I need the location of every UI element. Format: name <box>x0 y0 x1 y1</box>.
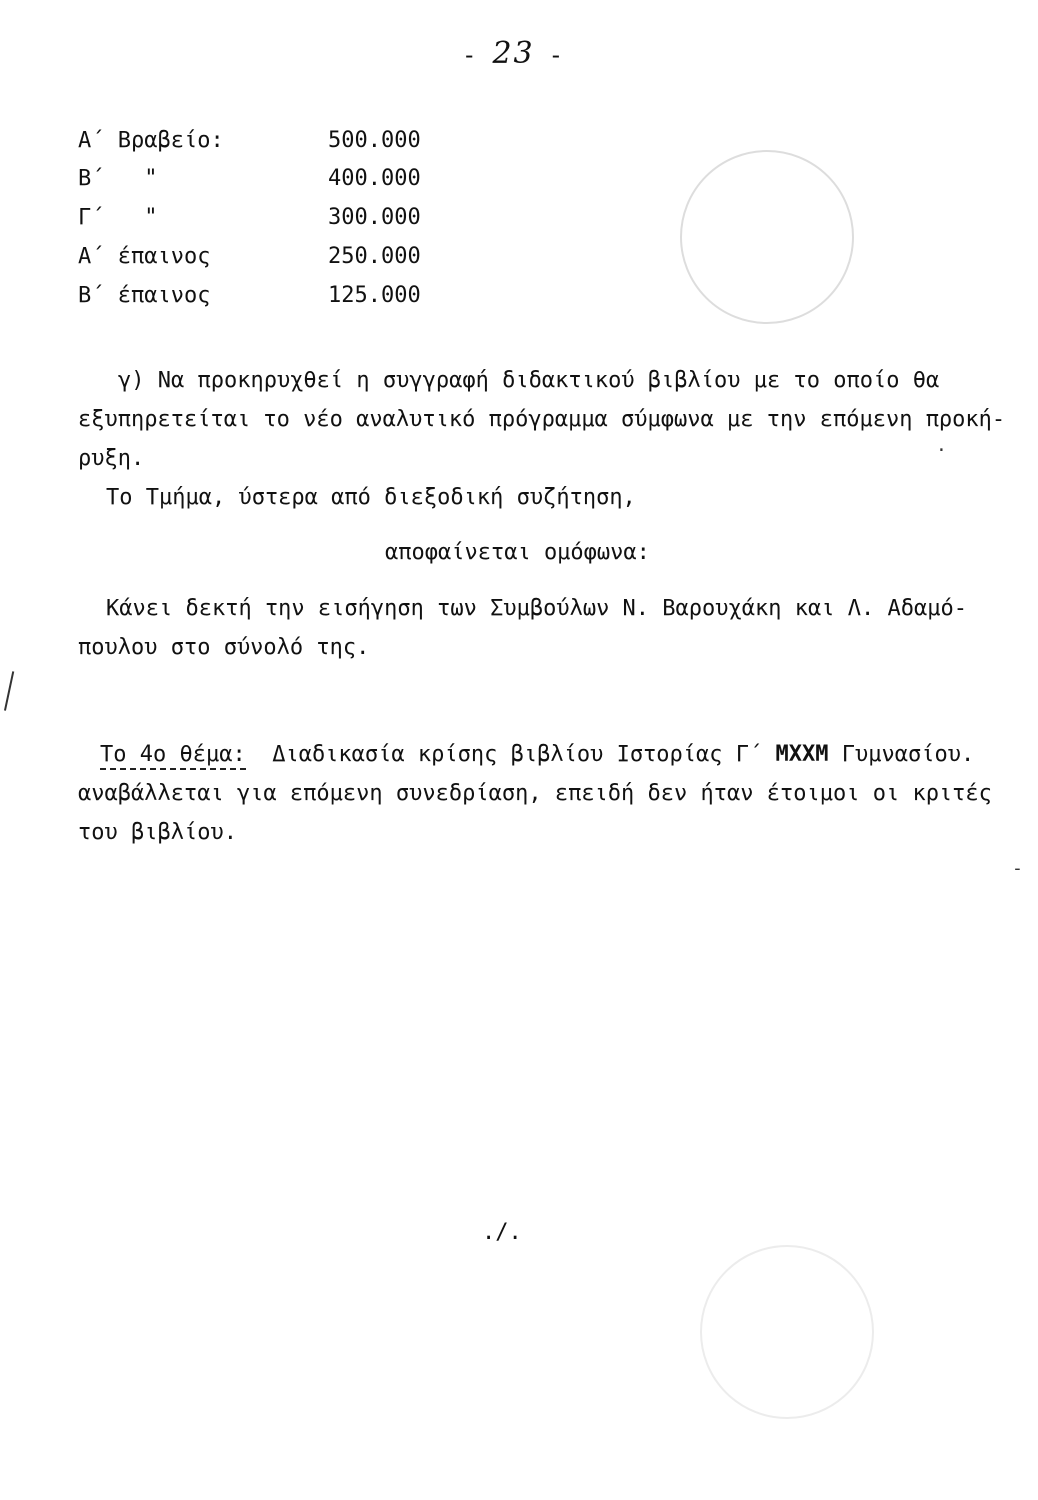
prize-label-5: Β΄ έπαινος <box>78 283 211 308</box>
reverse-side-seal-lower <box>700 1245 874 1419</box>
topic-4-line-1 <box>100 742 974 767</box>
prize-label-1: Α΄ Βραβείο: <box>78 128 224 153</box>
stray-dash: - <box>1012 858 1023 879</box>
topic-4-struck-text: ΜΧΧΜ <box>775 742 829 767</box>
prize-amount-2: 400.000 <box>328 166 421 191</box>
page-number: - 23 - <box>462 36 566 71</box>
topic-4-line-2: αναβάλλεται για επόμενη συνεδρίαση, επειδή δεν ήταν έτοιμοι οι κριτές <box>78 781 992 806</box>
end-mark: ./. <box>482 1220 522 1245</box>
prize-amount-5: 125.000 <box>328 283 421 308</box>
stray-dot: · <box>936 440 947 461</box>
reverse-side-seal <box>680 150 854 324</box>
prize-label-3: Γ΄ " <box>78 205 158 230</box>
paragraph-c-line-2: εξυπηρετείται το νέο αναλυτικό πρόγραμμα σύμφωνα με την επόμενη προκή- <box>78 407 1006 432</box>
decision-text-line-2: πουλου στο σύνολό της. <box>78 635 370 660</box>
prize-label-4: Α΄ έπαινος <box>78 244 211 269</box>
topic-4-line-3: του βιβλίου. <box>78 820 237 845</box>
paragraph-c-line-3: ρυξη. <box>78 446 145 471</box>
prize-label-2: Β΄ " <box>78 166 158 191</box>
prize-amount-3: 300.000 <box>328 205 421 230</box>
margin-pen-mark <box>4 671 24 713</box>
decision-verdict: αποφαίνεται ομόφωνα: <box>385 540 650 565</box>
topic-4-heading: Το 4ο θέμα: <box>100 742 246 770</box>
prize-amount-1: 500.000 <box>328 128 421 153</box>
prize-amount-4: 250.000 <box>328 244 421 269</box>
topic-4-title-end: Γυμνασίου. <box>841 742 975 767</box>
decision-intro: Το Τμήμα, ύστερα από διεξοδική συζήτηση, <box>106 485 636 510</box>
page-number-value: 23 <box>492 36 535 71</box>
paragraph-c-line-1: γ) Να προκηρυχθεί η συγγραφή διδακτικού βιβλίου με το οποίο θα <box>118 368 940 393</box>
topic-4-title: Διαδικασία κρίσης βιβλίου Ιστορίας Γ΄ <box>272 742 763 767</box>
decision-text-line-1: Κάνει δεκτή την εισήγηση των Συμβούλων Ν. Βαρουχάκη και Λ. Αδαμό- <box>106 596 967 621</box>
